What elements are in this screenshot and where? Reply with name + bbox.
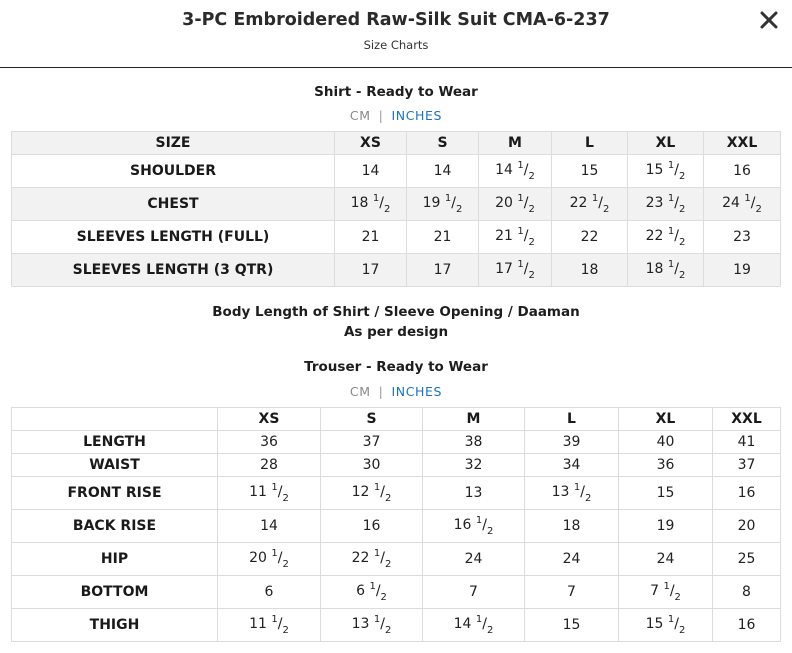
measurement-value: 23 $^1/_2$	[628, 188, 704, 221]
measurement-value: 39	[525, 431, 619, 454]
measurement-value: 21	[407, 221, 479, 254]
measurement-label: SLEEVES LENGTH (FULL)	[12, 221, 335, 254]
measurement-value: 21 $^1/_2$	[479, 221, 552, 254]
table-corner-header: SIZE	[12, 132, 335, 155]
shirt-unit-toggle	[0, 108, 792, 123]
measurement-value: 21	[335, 221, 407, 254]
size-column-header: M	[423, 408, 525, 431]
measurement-value: 15 $^1/_2$	[619, 609, 713, 642]
measurement-label: CHEST	[12, 188, 335, 221]
measurement-value: 17 $^1/_2$	[479, 254, 552, 287]
measurement-value: 18	[552, 254, 628, 287]
trouser-section-title: Trouser - Ready to Wear	[304, 359, 488, 375]
table-row	[12, 155, 781, 188]
measurement-value: 40	[619, 431, 713, 454]
product-title: 3-PC Embroidered Raw-Silk Suit CMA-6-237	[182, 10, 610, 30]
measurement-value: 7 $^1/_2$	[619, 576, 713, 609]
shirt-section-title: Shirt - Ready to Wear	[314, 84, 478, 100]
unit-cm-option[interactable]: CM	[349, 384, 371, 399]
measurement-value: 14 $^1/_2$	[423, 609, 525, 642]
table-row	[12, 543, 781, 576]
unit-inches-option[interactable]: INCHES	[391, 108, 443, 123]
measurement-value: 17	[407, 254, 479, 287]
measurement-label: THIGH	[12, 609, 218, 642]
measurement-value: 16	[704, 155, 781, 188]
measurement-value: 37	[321, 431, 423, 454]
measurement-value: 15	[525, 609, 619, 642]
measurement-value: 22 $^1/_2$	[552, 188, 628, 221]
table-row	[12, 477, 781, 510]
measurement-value: 19 $^1/_2$	[407, 188, 479, 221]
table-row	[12, 431, 781, 454]
measurement-value: 25	[713, 543, 781, 576]
as-per-design-note: As per design	[343, 324, 449, 340]
table-header-row	[12, 408, 781, 431]
measurement-value: 8	[713, 576, 781, 609]
measurement-value: 6	[218, 576, 321, 609]
measurement-value: 17	[335, 254, 407, 287]
measurement-value: 13	[423, 477, 525, 510]
measurement-value: 7	[525, 576, 619, 609]
size-column-header: L	[525, 408, 619, 431]
measurement-value: 41	[713, 431, 781, 454]
measurement-value: 19	[619, 510, 713, 543]
size-column-header: XL	[619, 408, 713, 431]
measurement-value: 24	[423, 543, 525, 576]
measurement-value: 14 $^1/_2$	[479, 155, 552, 188]
measurement-value: 14	[335, 155, 407, 188]
measurement-value: 28	[218, 454, 321, 477]
modal-subtitle: Size Charts	[363, 38, 429, 52]
measurement-value: 14	[407, 155, 479, 188]
table-row	[12, 454, 781, 477]
measurement-label: BACK RISE	[12, 510, 218, 543]
size-column-header: XXL	[713, 408, 781, 431]
measurement-value: 20 $^1/_2$	[479, 188, 552, 221]
table-corner-header	[12, 408, 218, 431]
measurement-label: SLEEVES LENGTH (3 QTR)	[12, 254, 335, 287]
measurement-value: 19	[704, 254, 781, 287]
measurement-value: 14	[218, 510, 321, 543]
measurement-value: 30	[321, 454, 423, 477]
size-column-header: S	[407, 132, 479, 155]
body-length-note: Body Length of Shirt / Sleeve Opening / Daaman	[212, 304, 580, 320]
measurement-value: 34	[525, 454, 619, 477]
measurement-value: 12 $^1/_2$	[321, 477, 423, 510]
measurement-value: 16	[713, 609, 781, 642]
measurement-value: 24	[525, 543, 619, 576]
measurement-value: 20	[713, 510, 781, 543]
measurement-label: SHOULDER	[12, 155, 335, 188]
measurement-value: 24	[619, 543, 713, 576]
table-row	[12, 188, 781, 221]
unit-cm-option[interactable]: CM	[349, 108, 371, 123]
table-row	[12, 510, 781, 543]
measurement-value: 22 $^1/_2$	[628, 221, 704, 254]
size-column-header: S	[321, 408, 423, 431]
table-row	[12, 221, 781, 254]
measurement-value: 16	[321, 510, 423, 543]
measurement-label: WAIST	[12, 454, 218, 477]
measurement-value: 13 $^1/_2$	[321, 609, 423, 642]
unit-inches-option[interactable]: INCHES	[391, 384, 443, 399]
measurement-value: 7	[423, 576, 525, 609]
measurement-value: 11 $^1/_2$	[218, 609, 321, 642]
measurement-value: 15	[552, 155, 628, 188]
measurement-value: 18 $^1/_2$	[335, 188, 407, 221]
measurement-value: 15	[619, 477, 713, 510]
measurement-value: 13 $^1/_2$	[525, 477, 619, 510]
modal-header	[0, 0, 792, 68]
size-column-header: XS	[335, 132, 407, 155]
measurement-value: 36	[619, 454, 713, 477]
close-icon[interactable]	[758, 9, 780, 31]
measurement-value: 24 $^1/_2$	[704, 188, 781, 221]
table-row	[12, 609, 781, 642]
measurement-value: 11 $^1/_2$	[218, 477, 321, 510]
size-column-header: XXL	[704, 132, 781, 155]
trouser-size-table	[11, 407, 781, 642]
size-column-header: XS	[218, 408, 321, 431]
measurement-value: 18	[525, 510, 619, 543]
measurement-label: FRONT RISE	[12, 477, 218, 510]
shirt-size-table	[11, 131, 781, 287]
measurement-label: LENGTH	[12, 431, 218, 454]
measurement-value: 32	[423, 454, 525, 477]
measurement-value: 38	[423, 431, 525, 454]
table-header-row	[12, 132, 781, 155]
measurement-value: 16 $^1/_2$	[423, 510, 525, 543]
measurement-label: BOTTOM	[12, 576, 218, 609]
size-column-header: M	[479, 132, 552, 155]
size-column-header: XL	[628, 132, 704, 155]
measurement-value: 20 $^1/_2$	[218, 543, 321, 576]
measurement-value: 15 $^1/_2$	[628, 155, 704, 188]
measurement-value: 16	[713, 477, 781, 510]
unit-separator: |	[378, 108, 384, 123]
size-column-header: L	[552, 132, 628, 155]
measurement-value: 37	[713, 454, 781, 477]
measurement-value: 23	[704, 221, 781, 254]
measurement-value: 6 $^1/_2$	[321, 576, 423, 609]
measurement-value: 36	[218, 431, 321, 454]
trouser-unit-toggle	[0, 384, 792, 399]
table-row	[12, 254, 781, 287]
measurement-value: 22 $^1/_2$	[321, 543, 423, 576]
measurement-label: HIP	[12, 543, 218, 576]
measurement-value: 22	[552, 221, 628, 254]
measurement-value: 18 $^1/_2$	[628, 254, 704, 287]
unit-separator: |	[378, 384, 384, 399]
table-row	[12, 576, 781, 609]
